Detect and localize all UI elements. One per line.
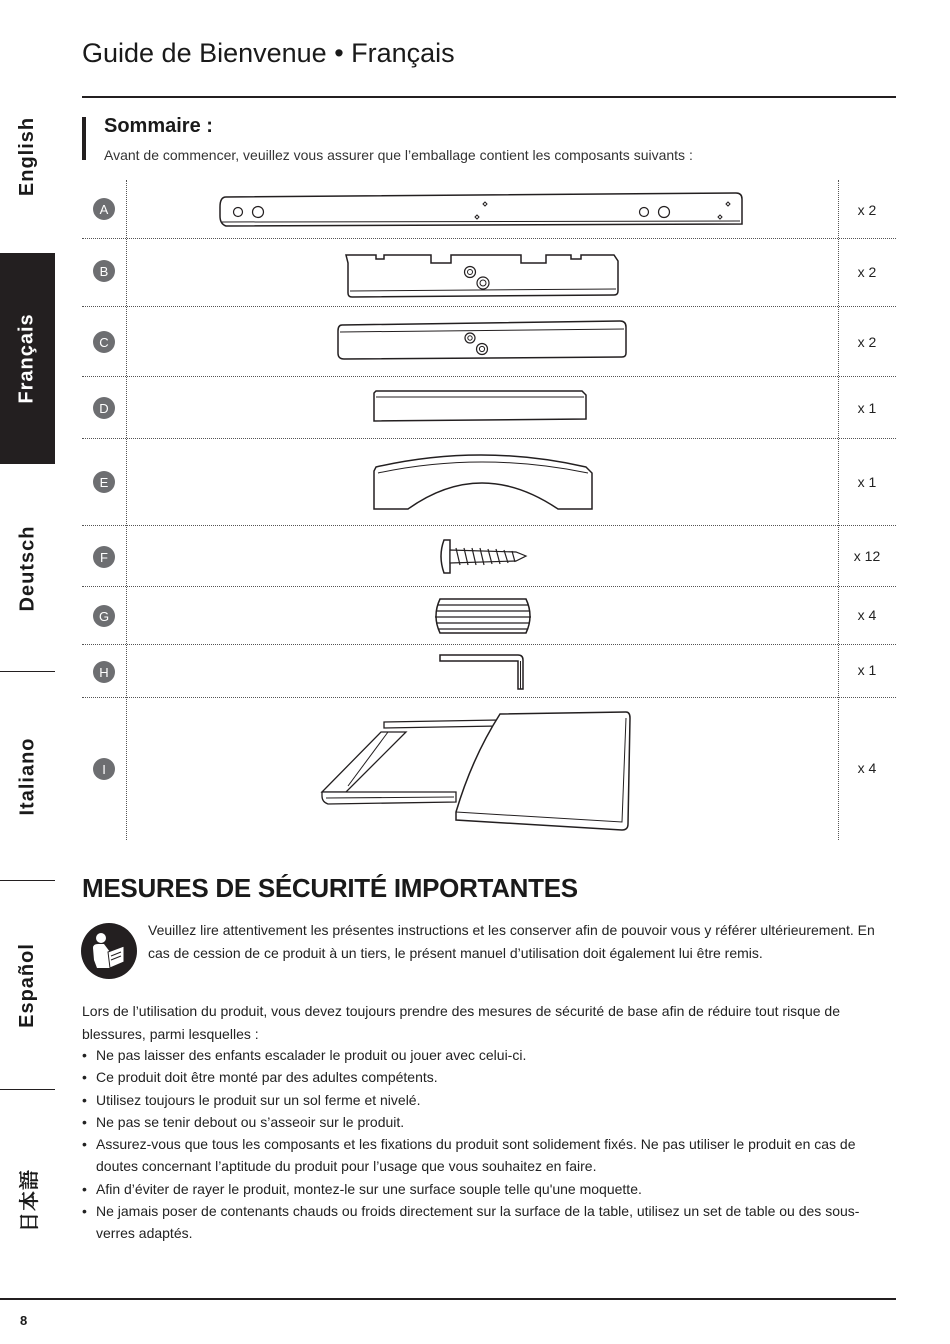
part-quantity: x 4 bbox=[857, 607, 877, 623]
part-row-b bbox=[82, 239, 896, 307]
bullet-item: • Ce produit doit être monté par des adultes compétents. bbox=[82, 1066, 892, 1088]
short-rail-icon bbox=[126, 307, 838, 377]
crossbar-icon bbox=[126, 377, 838, 439]
lang-tab-label: Italiano bbox=[16, 736, 39, 816]
read-manual-icon bbox=[80, 922, 138, 980]
extension-leaf-icon bbox=[126, 698, 838, 840]
lang-tab-japanese[interactable] bbox=[0, 1110, 55, 1290]
bullet-item: • Utilisez toujours le produit sur un sol ferme et nivelé. bbox=[82, 1089, 892, 1111]
lang-tab-espanol[interactable] bbox=[0, 881, 55, 1089]
part-row-c bbox=[82, 307, 896, 377]
part-quantity: x 12 bbox=[853, 548, 881, 564]
safety-heading: MESURES DE SÉCURITÉ IMPORTANTES bbox=[82, 873, 578, 903]
curved-apron-icon bbox=[126, 439, 838, 526]
lang-tab-label: Deutsch bbox=[16, 525, 38, 611]
dowel-icon bbox=[126, 587, 838, 645]
bullet-item: • Ne pas laisser des enfants escalader le produit ou jouer avec celui-ci. bbox=[82, 1044, 892, 1066]
part-row-f bbox=[82, 526, 896, 587]
lang-tab-label: Français bbox=[16, 313, 39, 404]
part-quantity: x 1 bbox=[857, 662, 877, 678]
part-letter-badge: C bbox=[93, 331, 115, 353]
part-quantity: x 1 bbox=[857, 474, 877, 490]
lang-tab-english[interactable] bbox=[0, 60, 55, 252]
part-letter-badge: F bbox=[93, 546, 115, 568]
part-letter-badge: A bbox=[93, 198, 115, 220]
short-rail-notched-icon bbox=[126, 239, 838, 307]
parts-list bbox=[82, 180, 896, 840]
allen-key-icon bbox=[126, 645, 838, 698]
part-row-d bbox=[82, 377, 896, 439]
part-quantity: x 2 bbox=[857, 202, 877, 218]
lang-tab-deutsch[interactable] bbox=[0, 466, 55, 670]
part-letter-badge: H bbox=[93, 661, 115, 683]
footer-divider bbox=[0, 1298, 896, 1300]
bullet-item: • Ne jamais poser de contenants chauds ou froids directement sur la surface de la table, utilisez un set de table ou des sous-verres adaptés. bbox=[82, 1200, 892, 1245]
page-title: Guide de Bienvenue • Français bbox=[82, 38, 455, 68]
safety-lead: Lors de l’utilisation du produit, vous devez toujours prendre des mesures de sécurité de base afin de réduire tout risque de blessures, parmi lesquelles : bbox=[82, 1003, 841, 1042]
bullet-item: • Afin d’éviter de rayer le produit, montez-le sur une surface souple telle qu'une moquette. bbox=[82, 1178, 892, 1200]
bullet-item: • Ne pas se tenir debout ou s’asseoir sur le produit. bbox=[82, 1111, 892, 1133]
lang-tab-label: English bbox=[16, 116, 39, 196]
section-marker bbox=[82, 117, 86, 160]
lang-tab-italiano[interactable] bbox=[0, 672, 55, 880]
lang-tab-francais[interactable] bbox=[0, 253, 55, 464]
lang-divider bbox=[0, 1089, 55, 1090]
part-letter-badge: I bbox=[93, 758, 115, 780]
contents-intro: Avant de commencer, veuillez vous assurer que l’emballage contient les composants suivants : bbox=[104, 147, 693, 163]
lang-tab-label: 日本語 bbox=[19, 1168, 41, 1232]
part-quantity: x 2 bbox=[857, 334, 877, 350]
part-row-e bbox=[82, 439, 896, 526]
contents-heading: Sommaire : bbox=[104, 115, 213, 137]
safety-bullets bbox=[82, 1044, 892, 1245]
page-number: 8 bbox=[20, 1313, 28, 1328]
long-rail-icon bbox=[126, 180, 838, 239]
header-divider bbox=[82, 96, 896, 98]
part-quantity: x 4 bbox=[857, 760, 877, 776]
lang-tab-label: Español bbox=[16, 942, 39, 1028]
part-letter-badge: D bbox=[93, 397, 115, 419]
part-row-a bbox=[82, 180, 896, 239]
part-letter-badge: E bbox=[93, 471, 115, 493]
part-letter-badge: G bbox=[93, 605, 115, 627]
part-row-h bbox=[82, 645, 896, 698]
part-row-g bbox=[82, 587, 896, 645]
language-sidebar bbox=[0, 0, 55, 1344]
part-letter-badge: B bbox=[93, 260, 115, 282]
part-quantity: x 1 bbox=[857, 400, 877, 416]
bullet-item: • Assurez-vous que tous les composants et les fixations du produit sont solidement fixés. Ne pas utiliser le produit en cas de doutes concernant l’aptitude du produit pour l’usage que vous souhaitez en faire. bbox=[82, 1133, 892, 1178]
screw-icon bbox=[126, 526, 838, 587]
part-quantity: x 2 bbox=[857, 264, 877, 280]
part-row-i bbox=[82, 698, 896, 840]
safety-intro: Veuillez lire attentivement les présentes instructions et les conserver afin de pouvoir vous y référer ultérieurement. En cas de cession de ce produit à un tiers, le présent manuel d’utilisation doit également lui être remis. bbox=[148, 922, 875, 961]
